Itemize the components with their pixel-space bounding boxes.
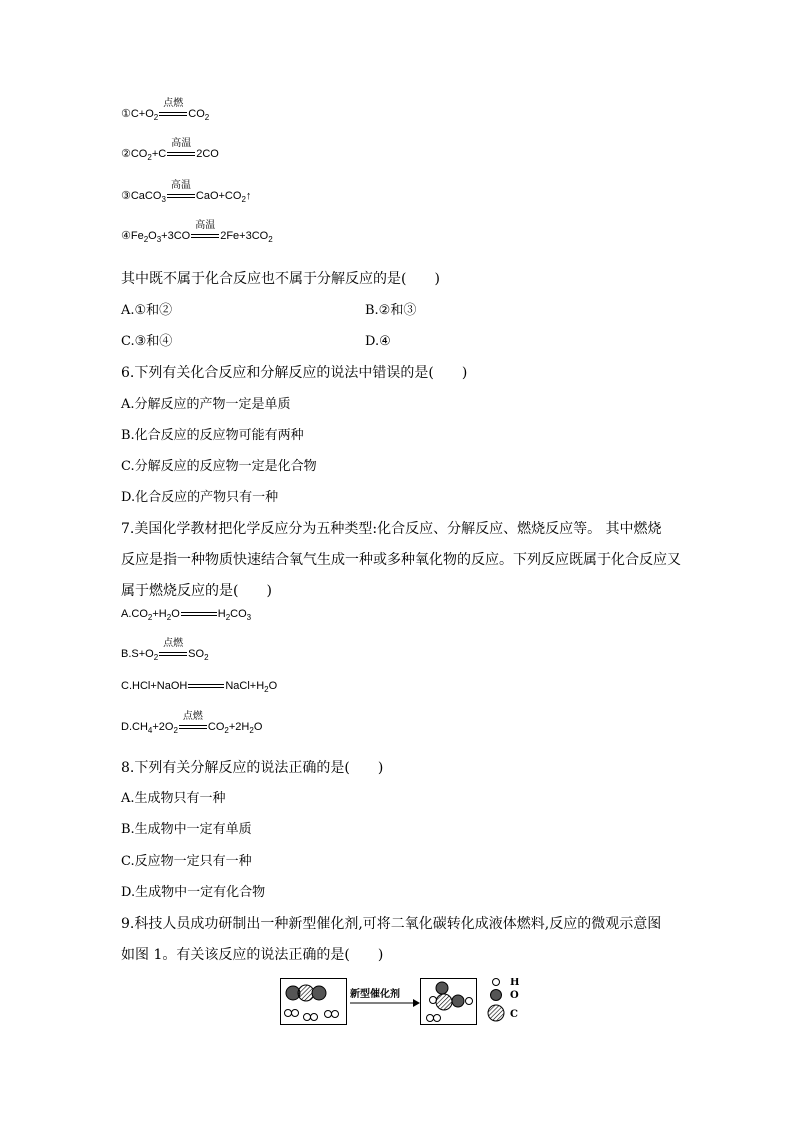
- question-6-stem: 6.下列有关化合反应和分解反应的说法中错误的是( ): [121, 365, 468, 381]
- option-c[interactable]: C.HCl+NaOH $NaCl+H_2O$: [121, 679, 278, 694]
- equation-text: ①C+O: [121, 107, 154, 120]
- hydrogen-atom: [430, 997, 437, 1004]
- arrow-head: [413, 999, 420, 1007]
- equation-text: ③CaCO: [121, 189, 162, 202]
- question-7-stem-line: 属于燃烧反应的是( ): [121, 583, 272, 599]
- option-c[interactable]: C.分解反应的反应物一定是化合物: [121, 459, 317, 474]
- question-5-stem: 其中既不属于化合反应也不属于分解反应的是( ): [121, 271, 440, 287]
- equation-4: $④Fe_2O_3+3CO$ 高温 $2Fe+3CO_2$: [121, 220, 273, 244]
- equation-text: CO: [188, 107, 205, 120]
- equation-text: ④Fe: [121, 229, 144, 242]
- equals-sign: [188, 678, 224, 694]
- option-d[interactable]: D.化合反应的产物只有一种: [121, 490, 279, 505]
- oxygen-atom: [312, 986, 326, 1000]
- question-8-stem: 8.下列有关分解反应的说法正确的是( ): [121, 760, 384, 776]
- oxygen-atom: [436, 982, 448, 994]
- hydrogen-atom: [304, 1014, 311, 1021]
- option-c[interactable]: C.③和④: [121, 334, 173, 349]
- reaction-condition: 高温: [191, 228, 219, 244]
- hydrogen-atom: [427, 1015, 434, 1022]
- question-9-stem-line: 如图 1。有关该反应的说法正确的是( ): [121, 947, 384, 963]
- option-b[interactable]: $B.S+O_2$ 点燃 $SO_2$: [121, 638, 209, 662]
- equation-2: $②CO_2+C$ 高温 2CO: [121, 138, 219, 162]
- question-7-stem-line: 7.美国化学教材把化学反应分为五种类型:化合反应、分解反应、燃烧反应等。 其中燃烧: [121, 521, 662, 537]
- equation-text: CaO+CO: [195, 189, 242, 202]
- reaction-condition: 点燃: [159, 646, 187, 662]
- option-a[interactable]: A.分解反应的产物一定是单质: [121, 397, 291, 412]
- reaction-condition: 点燃: [159, 106, 187, 122]
- option-b[interactable]: B.②和③: [365, 303, 417, 318]
- equals-sign: [181, 606, 217, 622]
- oxygen-atom: [452, 995, 464, 1007]
- reaction-condition: 高温: [167, 188, 195, 204]
- option-c[interactable]: C.反应物一定只有一种: [121, 854, 252, 869]
- option-b[interactable]: B.生成物中一定有单质: [121, 822, 252, 837]
- option-d[interactable]: D.④: [365, 334, 391, 349]
- reaction-condition: 高温: [167, 146, 195, 162]
- reaction-condition: 点燃: [179, 719, 207, 735]
- carbon-atom: [436, 994, 452, 1010]
- question-7-stem-line: 反应是指一种物质快速结合氧气生成一种或多种氧化物的反应。下列反应既属于化合反应又: [121, 552, 681, 568]
- legend-o-label: O: [510, 990, 519, 1001]
- legend-oxygen-icon: [491, 990, 502, 1001]
- equation-text: 2CO: [196, 147, 219, 160]
- legend-carbon-icon: [488, 1005, 504, 1021]
- hydrogen-atom: [311, 1014, 318, 1021]
- equation-text: 2Fe+3CO: [220, 229, 269, 242]
- reaction-diagram: [280, 978, 540, 1034]
- question-9-stem-line: 9.科技人员成功研制出一种新型催化剂,可将二氧化碳转化成液体燃料,反应的微观示意图: [121, 916, 662, 932]
- option-d[interactable]: D.生成物中一定有化合物: [121, 885, 266, 900]
- hydrogen-atom: [292, 1010, 299, 1017]
- hydrogen-atom: [466, 998, 473, 1005]
- equation-text: ②CO: [121, 147, 148, 160]
- equation-3: ③CaCO$_3$ 高温 $CaO+CO_2↑$: [121, 180, 252, 204]
- legend-h-label: H: [510, 978, 520, 988]
- hydrogen-atom: [434, 1015, 441, 1022]
- legend-hydrogen-icon: [493, 979, 500, 986]
- equation-1: $①C+O_2$ 点燃 $CO_2$: [121, 98, 210, 122]
- option-a[interactable]: A.①和②: [121, 303, 173, 318]
- hydrogen-atom: [332, 1011, 339, 1018]
- gas-arrow: ↑: [245, 189, 252, 202]
- hydrogen-atom: [325, 1011, 332, 1018]
- legend-c-label: C: [510, 1009, 518, 1020]
- option-d[interactable]: $D.CH_4+2O_2$ 点燃 $CO_2+2H_2O$: [121, 711, 263, 735]
- option-b[interactable]: B.化合反应的反应物可能有两种: [121, 428, 304, 443]
- option-a[interactable]: $A.CO_2+H_2O$ $H_2CO_3$: [121, 607, 252, 622]
- hydrogen-atom: [285, 1010, 292, 1017]
- option-a[interactable]: A.生成物只有一种: [121, 791, 226, 806]
- reaction-diagram-svg: [280, 978, 540, 1030]
- catalyst-label: 新型催化剂: [350, 989, 400, 1000]
